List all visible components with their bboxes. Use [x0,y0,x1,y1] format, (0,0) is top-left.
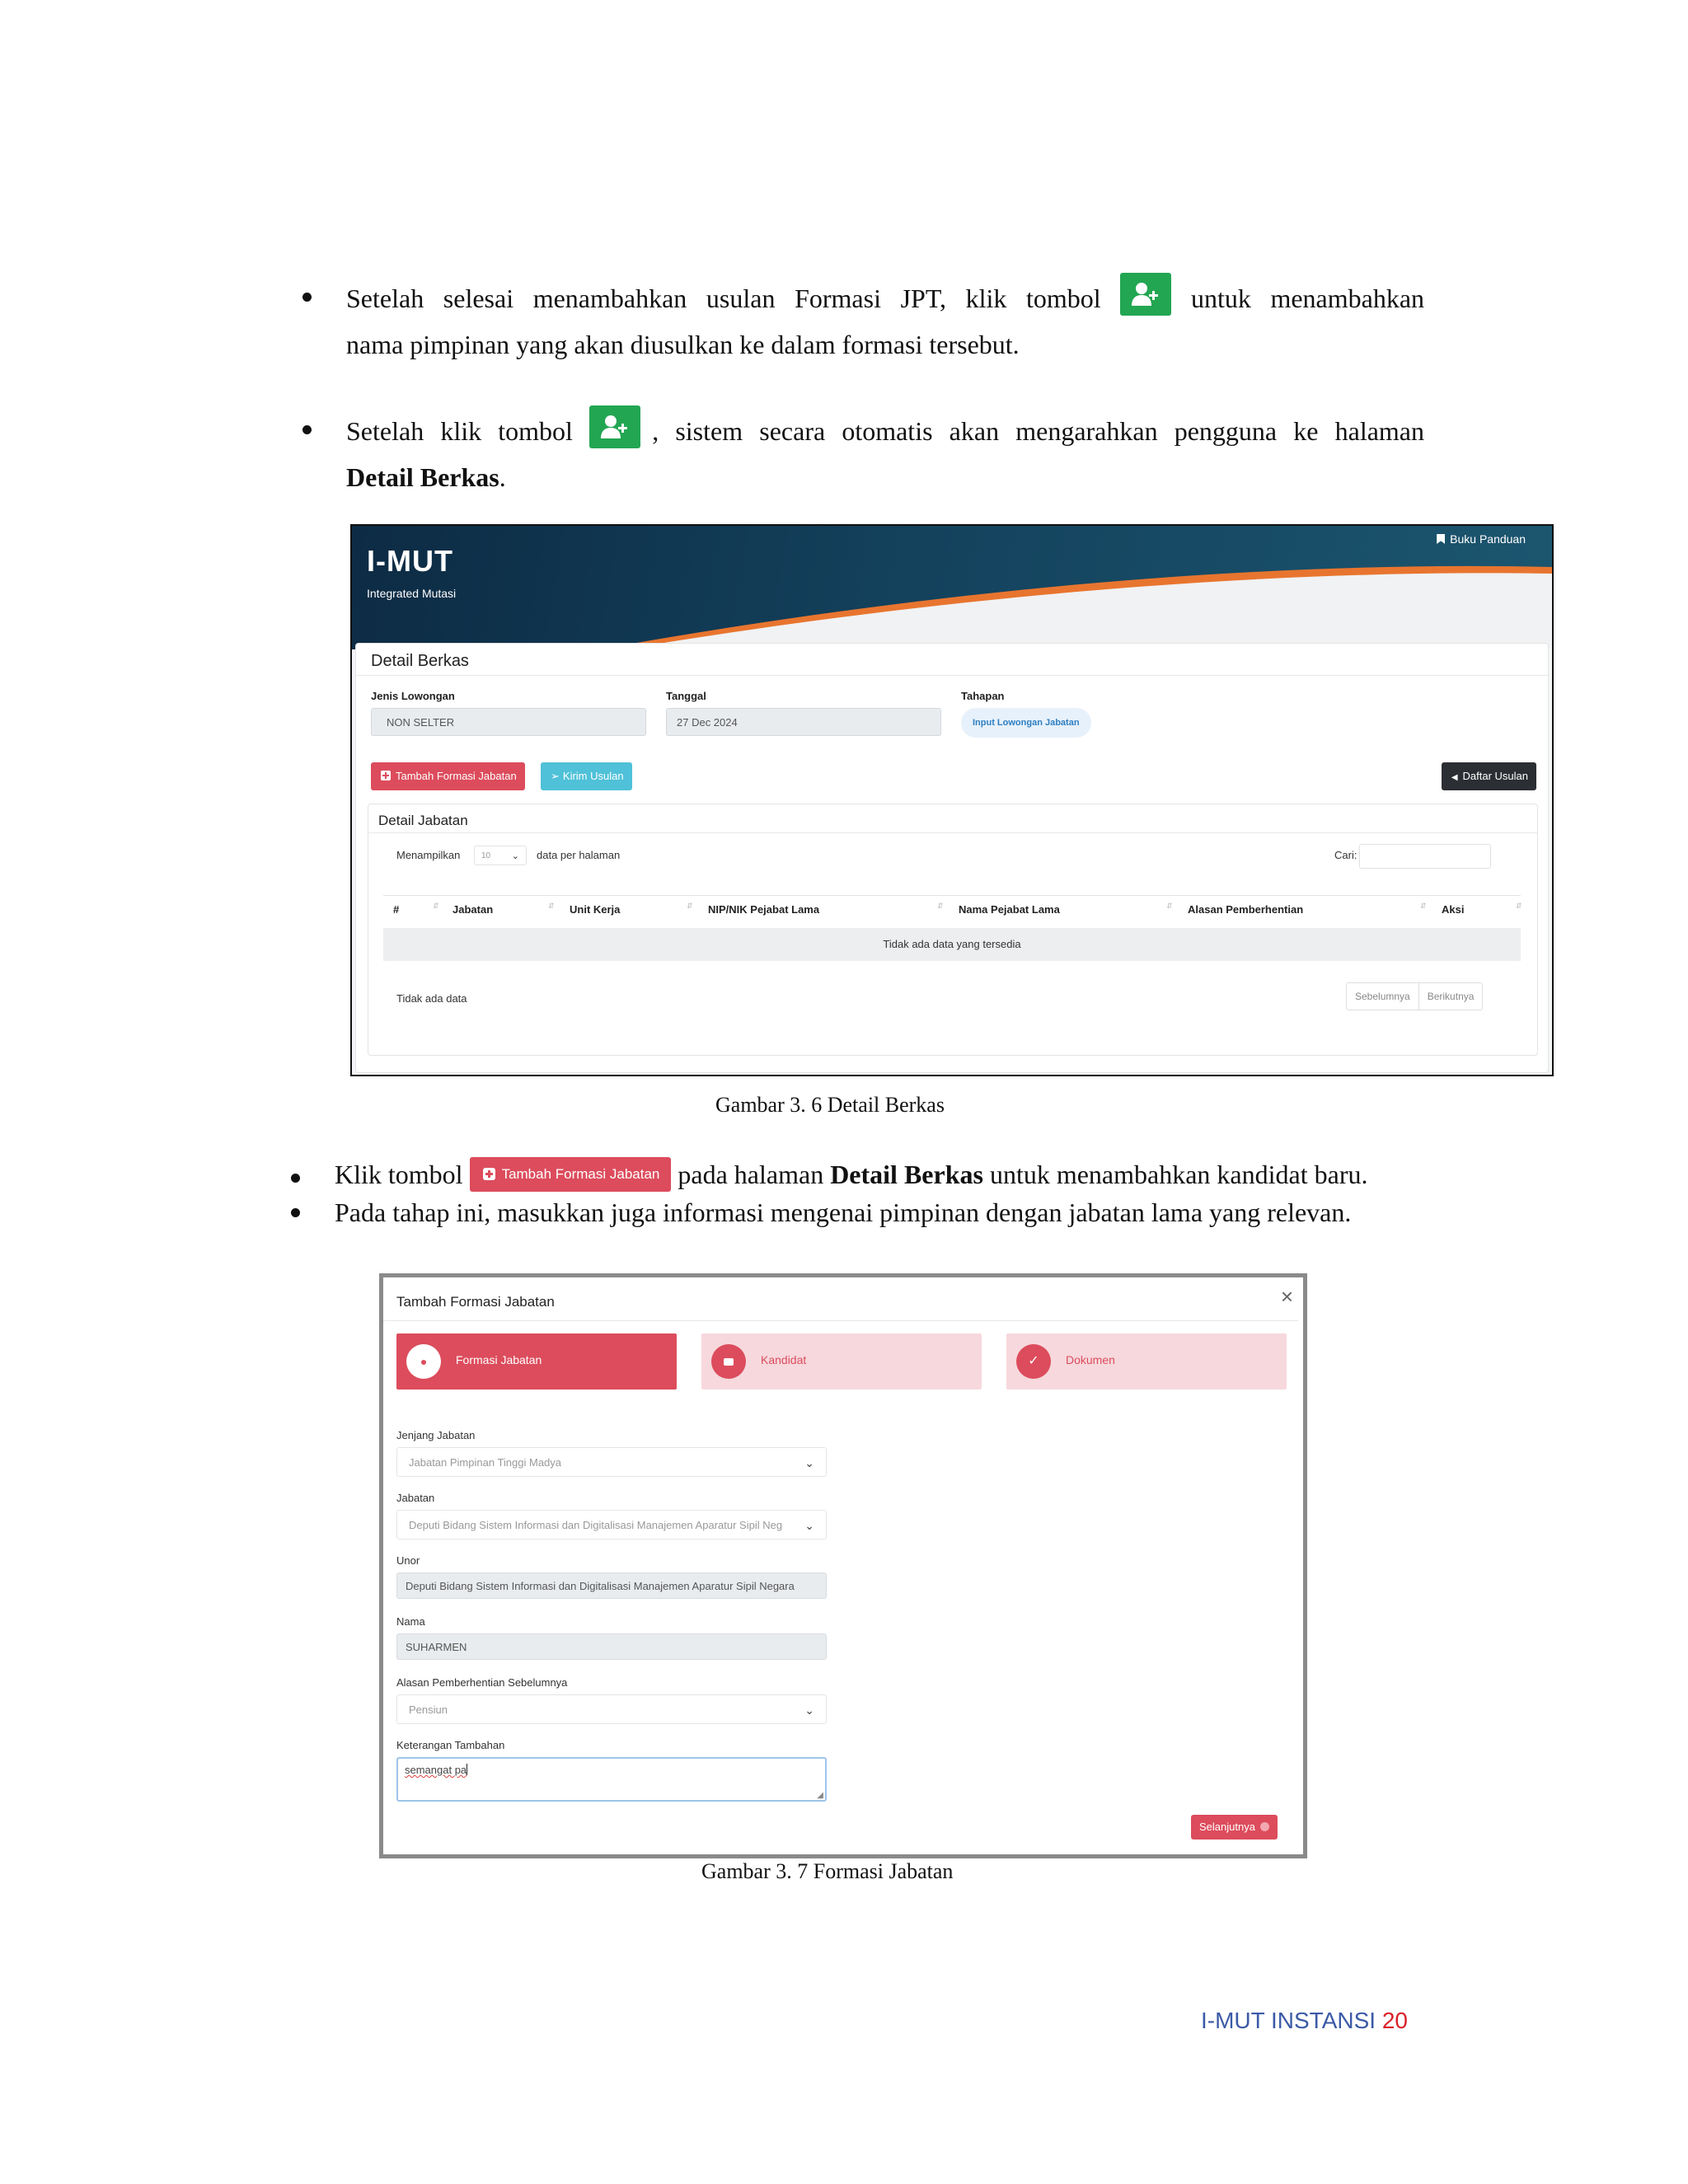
jenjang-select[interactable]: Jabatan Pimpinan Tinggi Madya ⌄ [396,1447,827,1477]
chevron-down-icon: ⌄ [799,1511,814,1540]
chevron-down-icon: ⌄ [511,851,519,861]
caret-left-icon: ◀ [1451,773,1458,782]
inline-tambah-formasi-button: Tambah Formasi Jabatan [470,1157,672,1192]
daftar-usulan-button[interactable]: ◀ Daftar Usulan [1442,762,1536,790]
paragraph-2-line-1 [346,405,1424,455]
app-header [352,526,1552,649]
bullet-4 [291,1208,300,1217]
footer-label: I-MUT INSTANSI [1200,2008,1376,2033]
bookmark-icon [1437,534,1445,544]
empty-row-text: Tidak ada data yang tersedia [883,938,1021,950]
bullet-3 [291,1174,300,1183]
col-aksi[interactable]: Aksi [1442,903,1465,916]
jabatan-select[interactable]: Deputi Bidang Sistem Informasi dan Digitalisasi Manajemen Aparatur Sipil Neg ⌄ [396,1510,827,1540]
unor-field: Deputi Bidang Sistem Informasi dan Digitalisasi Manajemen Aparatur Sipil Negara [396,1572,827,1599]
plus-square-icon [381,771,391,780]
detail-jabatan-card: Detail Jabatan Menampilkan 10 ⌄ data per halaman Cari: # Jabatan Unit Kerja NIP/NIK Pejabat Lama Nama Pejabat Lama Alasan Pemberhentian Aksi ⇵ ⇵ ⇵ ⇵ ⇵ ⇵ ⇵ Tidak ada data yang tersedia Tidak ada data Sebelumnya Berikutnya [368,804,1538,1056]
col-number[interactable]: # [393,903,400,916]
bullet-2 [302,425,312,434]
page-size-select[interactable]: 10 ⌄ [474,846,527,865]
nama-field: SUHARMEN [396,1633,827,1660]
jenis-field: NON SELTER [371,708,646,736]
prev-page-button[interactable]: Sebelumnya [1347,983,1419,1010]
alasan-label: Alasan Pemberhentian Sebelumnya [396,1676,568,1689]
bullet-4-text: Pada tahap ini, masukkan juga informasi mengenai pimpinan dengan jabatan lama yang relevan. [335,1197,1352,1227]
step-formasi-jabatan: Formasi Jabatan [396,1333,677,1390]
paragraph-2-text-b: , sistem secara otomatis akan mengarahkan pengguna ke halaman [652,416,1425,446]
app-logo: I-MUT [367,544,453,578]
card-title: Detail Berkas [371,652,469,670]
figure-1-caption: Gambar 3. 6 Detail Berkas [715,1093,945,1117]
table-header [383,895,1521,896]
paragraph-1-line-1 [346,273,1424,322]
chevron-down-icon: ⌄ [804,1704,814,1717]
tanggal-field: 27 Dec 2024 [666,708,941,736]
detail-berkas-card [355,643,1549,1073]
show-label: Menampilkan [396,849,461,861]
unor-label: Unor [396,1554,420,1567]
user-icon [406,1344,441,1379]
tahapan-badge: Input Lowongan Jabatan [961,708,1091,738]
arrow-right-icon [1260,1822,1269,1831]
bullet-1 [302,293,312,302]
table-row [383,928,1521,961]
show-suffix: data per halaman [537,849,621,861]
figure-2-caption: Gambar 3. 7 Formasi Jabatan [701,1859,954,1883]
paragraph-1-text-b: untuk menambahkan [1190,284,1425,313]
col-nama-pejabat[interactable]: Nama Pejabat Lama [959,903,1060,916]
kirim-usulan-button[interactable]: ➢ Kirim Usulan [541,762,632,790]
col-nip[interactable]: NIP/NIK Pejabat Lama [708,903,820,916]
paragraph-1-text-a: Setelah selesai menambahkan usulan Formasi JPT, klik tombol [346,284,1101,313]
guide-link[interactable]: Buku Panduan [1437,532,1526,546]
paragraph-1-line-2: nama pimpinan yang akan diusulkan ke dalam formasi tersebut. [346,330,1020,359]
plus-square-icon [483,1168,495,1180]
tahapan-label: Tahapan [961,690,1005,702]
nama-label: Nama [396,1615,425,1628]
jabatan-label: Jabatan [396,1492,435,1504]
col-unit-kerja[interactable]: Unit Kerja [570,903,621,916]
jenjang-label: Jenjang Jabatan [396,1429,476,1441]
keterangan-textarea[interactable]: semangat pa ◢ [396,1757,827,1802]
tambah-formasi-modal-screenshot [379,1273,1307,1858]
app-subtitle: Integrated Mutasi [367,587,457,600]
keterangan-label: Keterangan Tambahan [396,1739,505,1751]
col-alasan[interactable]: Alasan Pemberhentian [1188,903,1304,916]
chevron-down-icon: ⌄ [804,1456,814,1469]
sub-card-title: Detail Jabatan [378,813,468,828]
col-jabatan[interactable]: Jabatan [452,903,494,916]
search-label: Cari: [1334,849,1357,861]
tambah-formasi-button[interactable]: Tambah Formasi Jabatan [371,762,525,790]
paragraph-2-text-a: Setelah klik tombol [346,416,573,446]
bullet-3-text: Klik tombol Tambah Formasi Jabatan pada halaman Detail Berkas untuk menambahkan kandidat baru. [335,1151,1367,1198]
page-number: 20 [1381,2008,1408,2033]
pagination [1346,982,1483,1010]
resize-handle-icon[interactable]: ◢ [817,1791,823,1800]
next-page-button[interactable]: Berikutnya [1427,991,1475,1002]
step-dokumen: ✓ Dokumen [1006,1333,1287,1390]
paragraph-2-line-2: Detail Berkas. [346,462,506,492]
page-footer [1201,2008,1408,2034]
detail-berkas-bold: Detail Berkas [346,462,499,492]
briefcase-icon [711,1344,746,1379]
add-user-icon [1120,273,1171,316]
check-icon: ✓ [1016,1344,1051,1379]
selanjutnya-button[interactable]: Selanjutnya [1191,1815,1278,1840]
jenis-label: Jenis Lowongan [371,690,455,702]
detail-berkas-screenshot [350,524,1554,1076]
send-icon: ➢ [551,770,560,782]
close-icon[interactable]: × [1280,1284,1293,1309]
header-swoosh [352,526,1552,649]
add-user-icon [589,405,640,448]
table-info: Tidak ada data [396,992,467,1005]
tanggal-label: Tanggal [666,690,706,702]
modal-title: Tambah Formasi Jabatan [396,1294,555,1310]
step-kandidat: Kandidat [701,1333,982,1390]
alasan-select[interactable]: Pensiun ⌄ [396,1694,827,1724]
search-input[interactable] [1359,844,1491,869]
